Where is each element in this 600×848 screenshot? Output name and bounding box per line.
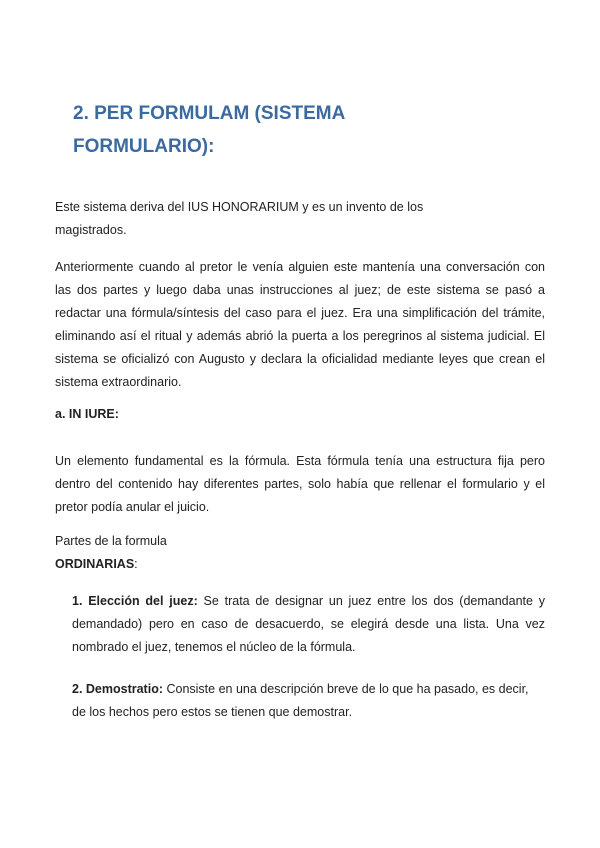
section-heading <box>73 97 493 163</box>
list-item-title: 1. Elección del juez: <box>72 594 198 608</box>
intro-line-1: Este sistema deriva del IUS HONORARIUM y es un invento de los <box>55 200 424 214</box>
list-item <box>72 590 545 659</box>
parts-label <box>55 530 545 576</box>
formula-paragraph: Un elemento fundamental es la fórmula. Esta fórmula tenía una estructura fija pero dentro del contenido hay diferentes partes, solo había que rellenar el formulario y el pretor podía anular el juicio. <box>55 454 545 514</box>
ordinarias-colon: : <box>134 557 138 571</box>
ordinarias-label: ORDINARIAS <box>55 557 135 571</box>
subsection-heading-in-iure: a. IN IURE: <box>55 407 119 421</box>
intro-paragraph <box>55 196 545 242</box>
list-item-text: Consiste en una descripción breve de lo que ha pasado, es decir, de los hechos pero estos se tienen que demostrar. <box>72 682 529 719</box>
list-item-text: Se trata de designar un juez entre los dos (demandante y demandado) pero en caso de desacuerdo, se elegirá desde una lista. Una vez nombrado el juez, tenemos el núcleo de la fórmula. <box>72 594 545 654</box>
intro-line-2: magistrados. <box>55 223 127 237</box>
parts-label-text: Partes de la formula <box>55 534 167 548</box>
history-paragraph: Anteriormente cuando al pretor le venía alguien este mantenía una conversación con las dos partes y luego daba unas instrucciones al juez; de este sistema se pasó a redactar una fórmula/síntesis del caso para el juez. Era una simplificación del trámite, eliminando así el ritual y además abrió la puerta a los peregrinos al sistema judicial. El sistema se oficializó con Augusto y declara la oficialidad mediante leyes que crean el sistema extraordinario. <box>55 260 545 389</box>
list-item-title: 2. Demostratio: <box>72 682 163 696</box>
heading-line-2: FORMULARIO): <box>73 136 215 157</box>
list-item <box>72 678 545 724</box>
heading-line-1: 2. PER FORMULAM (SISTEMA <box>73 103 346 124</box>
